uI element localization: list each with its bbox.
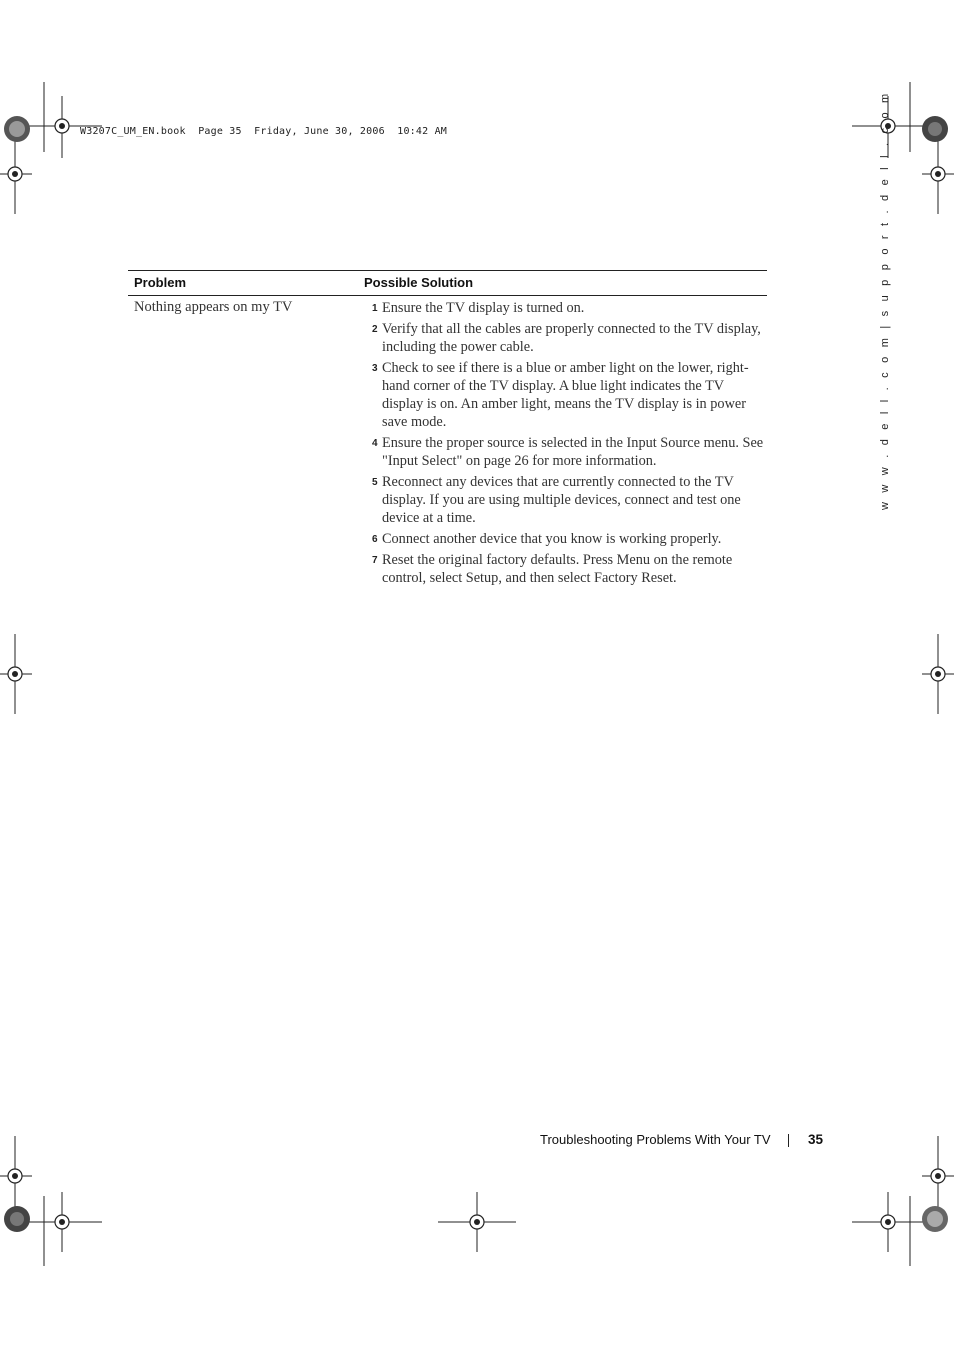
step-text: Check to see if there is a blue or amber light on the lower, right-hand corner of the TV display. A blue light indicates the TV display is on. An amber light, means the TV display is in power save mode. xyxy=(382,360,749,430)
table-top-rule xyxy=(128,270,767,271)
footer-separator xyxy=(788,1134,789,1147)
side-url-text: w w w . d e l l . c o m | s u p p o r t . d e l l . c o m xyxy=(879,90,891,510)
header-solution: Possible Solution xyxy=(364,275,474,290)
step-text: Reconnect any devices that are currently connected to the TV display. If you are using multiple devices, connect and test one device at a time. xyxy=(382,474,741,526)
step-number: 5 xyxy=(372,477,378,488)
solution-step xyxy=(372,434,767,470)
page-number: 35 xyxy=(808,1132,824,1147)
step-number: 1 xyxy=(372,303,378,314)
step-text: Verify that all the cables are properly connected to the TV display, including the power cable. xyxy=(382,321,761,355)
side-url xyxy=(879,90,893,510)
solution-step xyxy=(372,473,767,527)
step-text: Reset the original factory defaults. Press Menu on the remote control, select Setup, and then select Factory Reset. xyxy=(382,552,733,586)
step-text: Ensure the proper source is selected in the Input Source menu. See "Input Select" on page 26 for more information. xyxy=(382,435,764,469)
step-number: 4 xyxy=(372,438,378,449)
table-header-rule xyxy=(128,295,767,296)
solution-steps xyxy=(372,299,767,590)
step-number: 3 xyxy=(372,363,378,374)
step-text: Connect another device that you know is working properly. xyxy=(382,531,722,547)
solution-step xyxy=(372,551,767,587)
step-number: 2 xyxy=(372,324,378,335)
solution-step xyxy=(372,359,767,431)
step-text: Ensure the TV display is turned on. xyxy=(382,300,585,316)
solution-step xyxy=(372,299,767,317)
step-number: 6 xyxy=(372,534,378,545)
print-header: W3207C_UM_EN.book Page 35 Friday, June 30, 2006 10:42 AM xyxy=(80,126,448,137)
footer-section-title: Troubleshooting Problems With Your TV xyxy=(540,1132,771,1147)
solution-step xyxy=(372,530,767,548)
problem-cell: Nothing appears on my TV xyxy=(134,299,293,315)
header-problem: Problem xyxy=(134,275,187,290)
solution-step xyxy=(372,320,767,356)
step-number: 7 xyxy=(372,555,378,566)
